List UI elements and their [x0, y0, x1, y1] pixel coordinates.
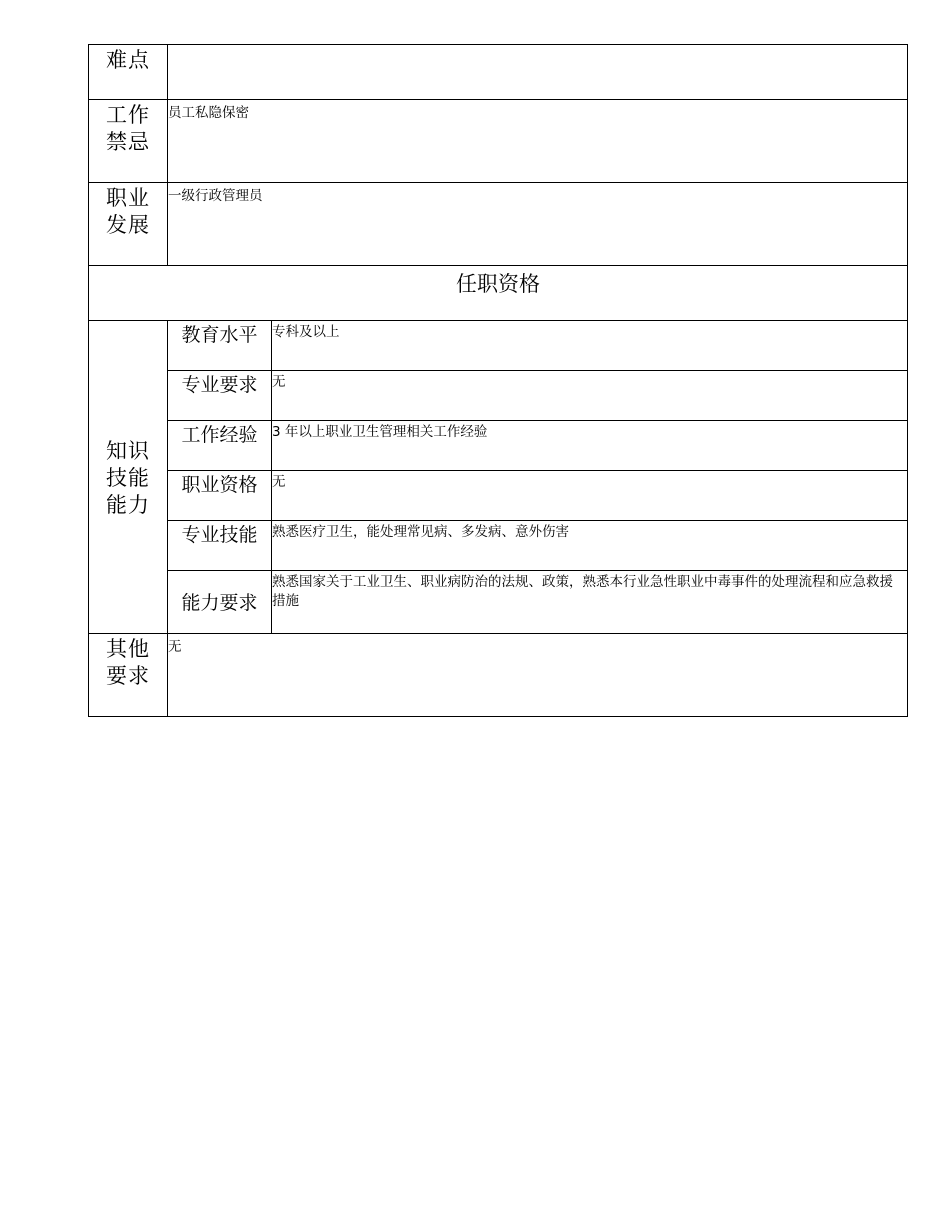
ksa-item-label: 教育水平 [168, 321, 272, 371]
job-description-table [88, 44, 908, 717]
ksa-item-value: 3 年以上职业卫生管理相关工作经验 [272, 421, 908, 471]
difficulty-row [89, 45, 908, 100]
ksa-row-education [89, 321, 908, 371]
ksa-item-value: 无 [272, 371, 908, 421]
ksa-item-value: 熟悉医疗卫生，能处理常见病、多发病、意外伤害 [272, 521, 908, 571]
ksa-item-label: 工作经验 [168, 421, 272, 471]
ksa-row-certification [89, 471, 908, 521]
other-value: 无 [168, 634, 908, 717]
ksa-item-value: 熟悉国家关于工业卫生、职业病防治的法规、政策，熟悉本行业急性职业中毒事件的处理流程和应急救援措施 [272, 571, 908, 634]
ksa-item-label: 专业要求 [168, 371, 272, 421]
career-row [89, 183, 908, 266]
ksa-label: 知识 技能 能力 [89, 321, 168, 634]
ksa-item-label: 职业资格 [168, 471, 272, 521]
taboo-label: 工作 禁忌 [89, 100, 168, 183]
ksa-item-label: 专业技能 [168, 521, 272, 571]
difficulty-label: 难点 [89, 45, 168, 100]
other-label: 其他 要求 [89, 634, 168, 717]
ksa-item-value: 无 [272, 471, 908, 521]
career-label: 职业 发展 [89, 183, 168, 266]
taboo-row [89, 100, 908, 183]
difficulty-value [168, 45, 908, 100]
ksa-row-experience [89, 421, 908, 471]
qualification-section-title: 任职资格 [89, 266, 908, 321]
ksa-item-label: 能力要求 [168, 571, 272, 634]
ksa-row-major [89, 371, 908, 421]
ksa-item-value: 专科及以上 [272, 321, 908, 371]
other-row [89, 634, 908, 717]
ksa-row-ability [89, 571, 908, 634]
qualification-section-row [89, 266, 908, 321]
ksa-row-skills [89, 521, 908, 571]
taboo-value: 员工私隐保密 [168, 100, 908, 183]
career-value: 一级行政管理员 [168, 183, 908, 266]
